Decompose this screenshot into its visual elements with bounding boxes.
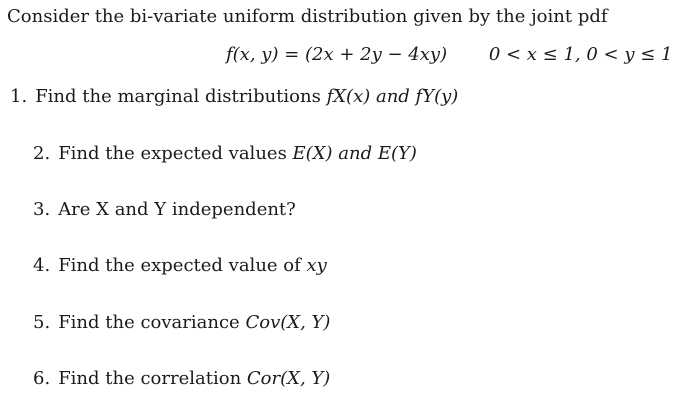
joint-pdf-formula	[226, 44, 673, 66]
question-number: 3.	[33, 199, 51, 220]
question-text: Find the correlation	[58, 368, 242, 389]
question-number: 1.	[10, 86, 28, 107]
question-math: Cov(X, Y)	[245, 312, 331, 333]
question-4	[33, 255, 327, 277]
question-text: Are X and Y independent?	[58, 199, 296, 220]
question-text: Find the expected values	[58, 143, 287, 164]
question-math: xy	[306, 255, 327, 276]
question-math: fX(x) and fY(y)	[326, 86, 459, 107]
intro-text: Consider the bi-variate uniform distribution given by the joint pdf	[7, 6, 608, 27]
question-3	[33, 199, 296, 221]
question-1	[10, 86, 458, 108]
question-2	[33, 143, 417, 165]
question-5	[33, 312, 330, 334]
pdf-expression: f(x, y) = (2x + 2y − 4xy)	[226, 44, 448, 65]
question-number: 6.	[33, 368, 51, 389]
question-number: 5.	[33, 312, 51, 333]
question-text: Find the expected value of	[58, 255, 301, 276]
question-math: E(X) and E(Y)	[292, 143, 417, 164]
pdf-domain: 0 < x ≤ 1, 0 < y ≤ 1	[488, 44, 673, 65]
question-text: Find the covariance	[58, 312, 240, 333]
question-text: Find the marginal distributions	[35, 86, 321, 107]
question-6	[33, 368, 330, 390]
question-math: Cor(X, Y)	[246, 368, 331, 389]
question-number: 2.	[33, 143, 51, 164]
question-number: 4.	[33, 255, 51, 276]
